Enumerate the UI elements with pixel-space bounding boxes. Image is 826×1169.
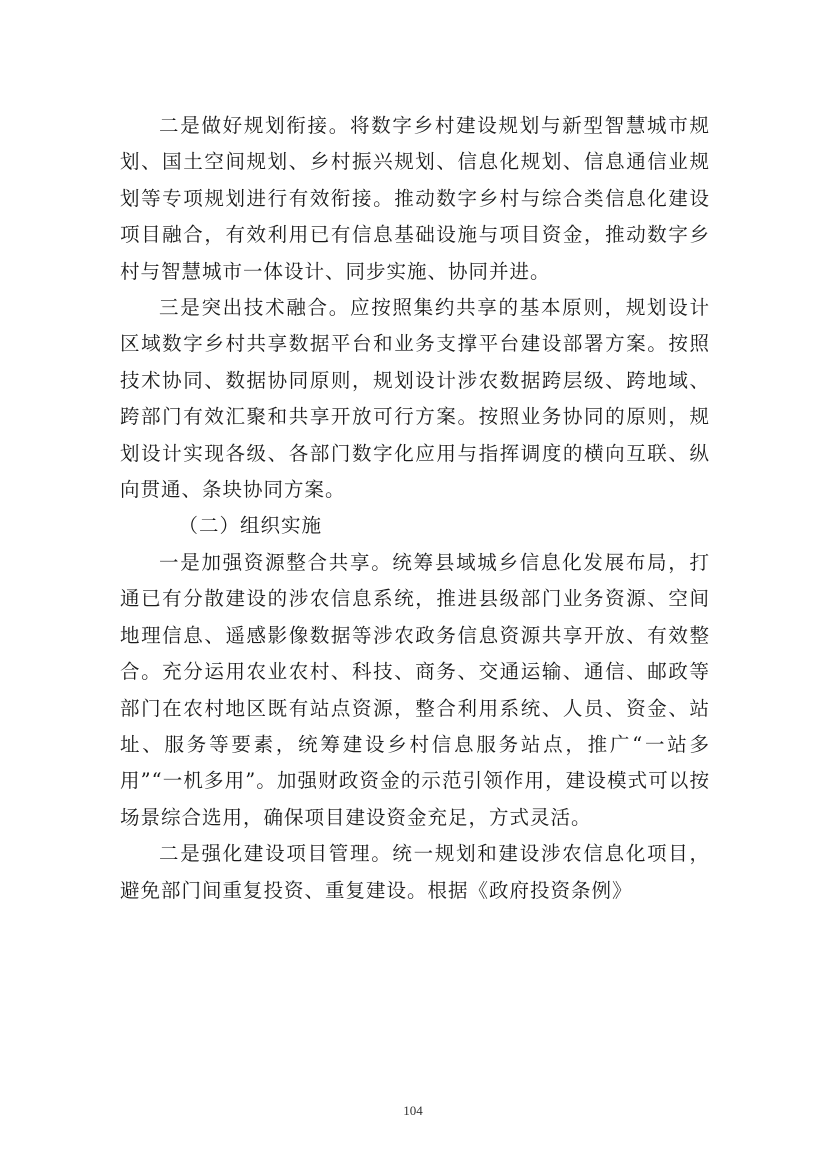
paragraph-technology-integration: 三是突出技术融合。应按照集约共享的基本原则，规划设计区域数字乡村共享数据平台和业务支撑平台建设部署方案。按照技术协同、数据协同原则，规划设计涉农数据跨层级、跨地域、跨部门有效汇聚和共享开放可行方案。按照业务协同的原则，规划设计实现各级、各部门数字化应用与指挥调度的横向互联、纵向贯通、条块协同方案。 bbox=[120, 296, 710, 502]
page-number: 104 bbox=[403, 1103, 423, 1118]
page-content bbox=[120, 108, 710, 909]
paragraph-planning-connection: 二是做好规划衔接。将数字乡村建设规划与新型智慧城市规划、国土空间规划、乡村振兴规划、信息化规划、信息通信业规划等专项规划进行有效衔接。推动数字乡村与综合类信息化建设项目融合，有效利用已有信息基础设施与项目资金，推动数字乡村与智慧城市一体设计、同步实施、协同并进。 bbox=[120, 114, 710, 283]
section-heading: （二）组织实施 bbox=[178, 514, 323, 538]
paragraph-resource-integration: 一是加强资源整合共享。统筹县域城乡信息化发展布局，打通已有分散建设的涉农信息系统，推进县级部门业务资源、空间地理信息、遥感影像数据等涉农政务信息资源共享开放、有效整合。充分运用农业农村、科技、商务、交通运输、通信、邮政等部门在农村地区既有站点资源，整合利用系统、人员、资金、站址、服务等要素，统筹建设乡村信息服务站点，推广“一站多用”“一机多用”。加强财政资金的示范引领作用，建设模式可以按场景综合选用，确保项目建设资金充足，方式灵活。 bbox=[120, 550, 710, 829]
paragraph-project-management: 二是强化建设项目管理。统一规划和建设涉农信息化项目，避免部门间重复投资、重复建设。根据《政府投资条例》 bbox=[120, 842, 710, 902]
